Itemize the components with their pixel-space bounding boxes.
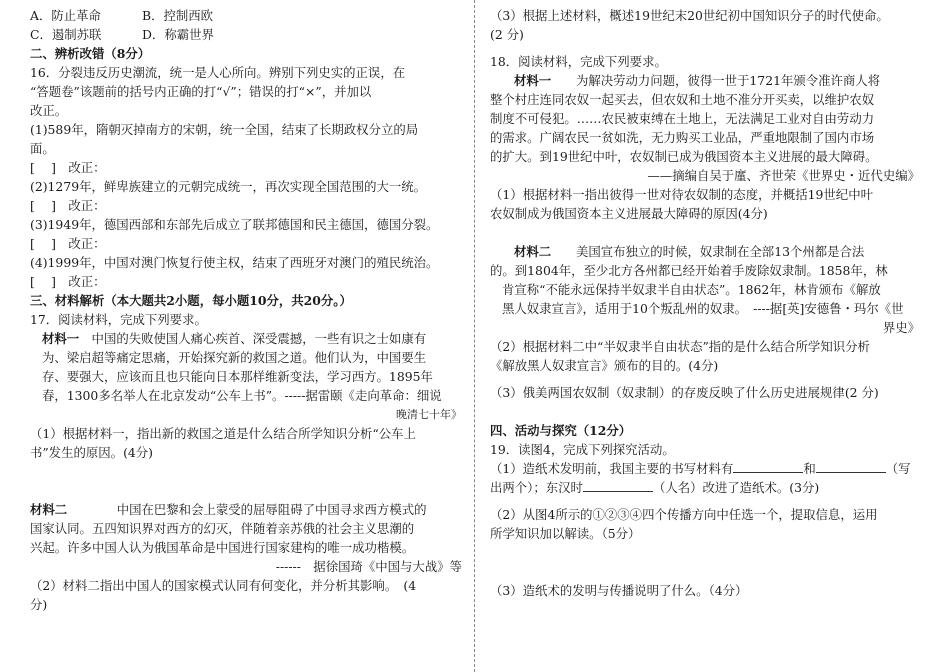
answer-space bbox=[490, 223, 920, 242]
q17-material-2-source: ------ 据徐国琦《中国与大战》等 bbox=[275, 559, 462, 574]
correction-line: [ ] 改正： bbox=[30, 274, 106, 289]
q18-material-2-line-3: 肯宣称“不能永远保持半奴隶半自由状态”。1862年，林肯颁布《解放 bbox=[502, 282, 881, 297]
q16-item-2: (2)1279年，鲜卑族建立的元朝完成统一，再次实现全国范围的大一统。 bbox=[30, 179, 427, 194]
material-1-text: 中国的失败使国人痛心疾首、深受震撼，一些有识之士如康有 bbox=[79, 331, 427, 346]
spacer bbox=[490, 44, 920, 52]
q19-1b-note: （人名）改进了造纸术。(3分) bbox=[652, 480, 820, 495]
right-column bbox=[490, 6, 920, 600]
q18-material-2-source: 界史》 bbox=[882, 320, 920, 335]
q18-question-2a: （2）根据材料二中“半奴隶半自由状态”指的是什么结合所学知识分析 bbox=[490, 339, 870, 354]
option-c: C．遏制苏联 bbox=[30, 27, 102, 42]
material-2-label: 材料二 bbox=[514, 244, 552, 259]
section-2-title: 二、辨析改错（8分） bbox=[30, 46, 151, 61]
q17-stem: 17．阅读材料，完成下列要求。 bbox=[30, 312, 207, 327]
material-2-text: 中国在巴黎和会上蒙受的屈辱阻碍了中国寻求西方模式的 bbox=[67, 502, 427, 517]
q17-question-1b: 书”发生的原因。(4分) bbox=[30, 445, 154, 460]
q17-material-1-line-4: 春，1300多名举人在北京发动“公车上书”。-----据雷颐《走向革命：细说 bbox=[42, 388, 442, 403]
q18-material-1-source: ——摘编自吴于廑、齐世荣《世界史・近代史编》 bbox=[647, 168, 920, 183]
section-3-title: 三、材料解析（本大题共2小题，每小题10分，共20分。） bbox=[30, 293, 352, 308]
q17-question-3b: (2 分) bbox=[490, 27, 524, 42]
q18-question-1a: （1）根据材料一指出彼得一世对待农奴制的态度，并概括19世纪中叶 bbox=[490, 187, 873, 202]
q19-1b-text: 出两个）；东汉时 bbox=[490, 480, 583, 495]
q18-material-2-line-1 bbox=[490, 242, 920, 261]
q17-question-3a: （3）根据上述材料，概述19世纪末20世纪初中国知识分子的时代使命。 bbox=[490, 8, 889, 23]
q17-material-1-line-1 bbox=[30, 329, 462, 348]
spacer bbox=[490, 497, 920, 505]
material-2-label: 材料二 bbox=[30, 502, 68, 517]
q16-item-1a: (1)589年，隋朝灭掉南方的宋朝，统一全国，结束了长期政权分立的局 bbox=[30, 122, 419, 137]
material-1-text: 为解决劳动力问题，彼得一世于1721年颁令准许商人将 bbox=[551, 73, 881, 88]
q18-question-3: （3）俄美两国农奴制（奴隶制）的存废反映了什么历史进展规律(2 分) bbox=[490, 385, 879, 400]
q19-stem: 19．读图4，完成下列探究活动。 bbox=[490, 442, 675, 457]
section-4-title: 四、活动与探究（12分） bbox=[490, 423, 632, 438]
q19-question-1b bbox=[490, 478, 920, 497]
q16-item-3: (3)1949年，德国西部和东部先后成立了联邦德国和民主德国，德国分裂。 bbox=[30, 217, 439, 232]
left-column bbox=[30, 6, 462, 614]
q19-1a-note: （写 bbox=[885, 461, 911, 476]
material-1-label: 材料一 bbox=[514, 73, 552, 88]
q19-1a-and: 和 bbox=[803, 461, 816, 476]
q18-question-1b: 农奴制成为俄国资本主义进展最大障碍的原因(4分) bbox=[490, 206, 768, 221]
correction-line: [ ] 改正： bbox=[30, 236, 106, 251]
options-row-2 bbox=[30, 25, 462, 44]
q16-item-1b: 面。 bbox=[30, 141, 55, 156]
answer-space bbox=[490, 543, 920, 581]
option-a: A．防止革命 bbox=[30, 8, 101, 23]
option-b: B．控制西欧 bbox=[142, 8, 214, 23]
option-d: D．称霸世界 bbox=[142, 27, 214, 42]
q17-material-1-line-3: 存、要强大，应该而且也只能向日本那样维新变法，学习西方。1895年 bbox=[42, 369, 433, 384]
q17-material-1-source: 晚清七十年》 bbox=[396, 408, 462, 421]
answer-space bbox=[490, 402, 920, 421]
q19-question-2b: 所学知识加以解读。（5分） bbox=[490, 526, 641, 541]
answer-blank[interactable] bbox=[583, 479, 653, 492]
q16-text-2: “答题卷”该题前的括号内正确的打“√”；错误的打“×”，并加以 bbox=[30, 84, 372, 99]
q18-material-1-line-3: 制度不可侵犯。……农民被束缚在土地上，无法满足工业对自由劳动力 bbox=[490, 111, 875, 126]
q19-question-1a bbox=[490, 459, 920, 478]
correction-line: [ ] 改正： bbox=[30, 160, 106, 175]
correction-line: [ ] 改正： bbox=[30, 198, 106, 213]
material-1-label: 材料一 bbox=[42, 331, 80, 346]
answer-space bbox=[30, 462, 462, 500]
options-row-1 bbox=[30, 6, 462, 25]
q19-1a-text: （1）造纸术发明前，我国主要的书写材料有 bbox=[490, 461, 734, 476]
q18-stem: 18．阅读材料，完成下列要求。 bbox=[490, 54, 667, 69]
q18-material-1-line-2: 整个村庄连同农奴一起买去，但农奴和土地不准分开买卖，以维护农奴 bbox=[490, 92, 875, 107]
q16-text-1: 16．分裂违反历史潮流，统一是人心所向。辨别下列史实的正误，在 bbox=[30, 65, 406, 80]
q17-material-2-line-1 bbox=[30, 500, 462, 519]
answer-blank[interactable] bbox=[816, 460, 886, 473]
q17-question-2b: 分) bbox=[30, 597, 48, 612]
q18-material-1-line-5: 的扩大。到19世纪中叶，农奴制已成为俄国资本主义进展的最大障碍。 bbox=[490, 149, 878, 164]
q16-item-4: (4)1999年，中国对澳门恢复行使主权，结束了西班牙对澳门的殖民统治。 bbox=[30, 255, 439, 270]
column-divider bbox=[474, 0, 475, 672]
q19-question-3: （3）造纸术的发明与传播说明了什么。（4分） bbox=[490, 583, 748, 598]
q16-text-3: 改正。 bbox=[30, 103, 68, 118]
q17-question-2a: （2）材料二指出中国人的国家模式认同有何变化，并分析其影响。 (4 bbox=[30, 578, 417, 593]
q18-material-1-line-4: 的需求。广阔农民一贫如洗，无力购买工业品，严重地限制了国内市场 bbox=[490, 130, 875, 145]
q18-material-2-line-4: 黑人奴隶宣言》，适用于10个叛乱州的奴隶。 ----据[英]安德鲁・玛尔《世 bbox=[502, 301, 904, 316]
q17-material-2-line-2: 国家认同。五四知识界对西方的幻灭，伴随着亲苏俄的社会主义思潮的 bbox=[30, 521, 415, 536]
q18-question-2b: 《解放黑人奴隶宣言》颁布的目的。(4分) bbox=[490, 358, 719, 373]
material-2-text: 美国宣布独立的时候，奴隶制在全部13个州都是合法 bbox=[551, 244, 865, 259]
q17-question-1a: （1）根据材料一，指出新的救国之道是什么结合所学知识分析“公车上 bbox=[30, 426, 416, 441]
q17-material-1-line-2: 为、梁启超等痛定思痛，开始探究新的救国之道。他们认为，中国要生 bbox=[42, 350, 427, 365]
q19-question-2a: （2）从图4所示的①②③④四个传播方向中任选一个，提取信息，运用 bbox=[490, 507, 878, 522]
answer-blank[interactable] bbox=[733, 460, 803, 473]
spacer bbox=[490, 375, 920, 383]
q17-material-2-line-3: 兴起。许多中国人认为俄国革命是中国进行国家建构的唯一成功楷模。 bbox=[30, 540, 415, 555]
q18-material-1-line-1 bbox=[490, 71, 920, 90]
q18-material-2-line-2: 的。到1804年，至少北方各州都已经开始着手废除奴隶制。1858年，林 bbox=[490, 263, 888, 278]
